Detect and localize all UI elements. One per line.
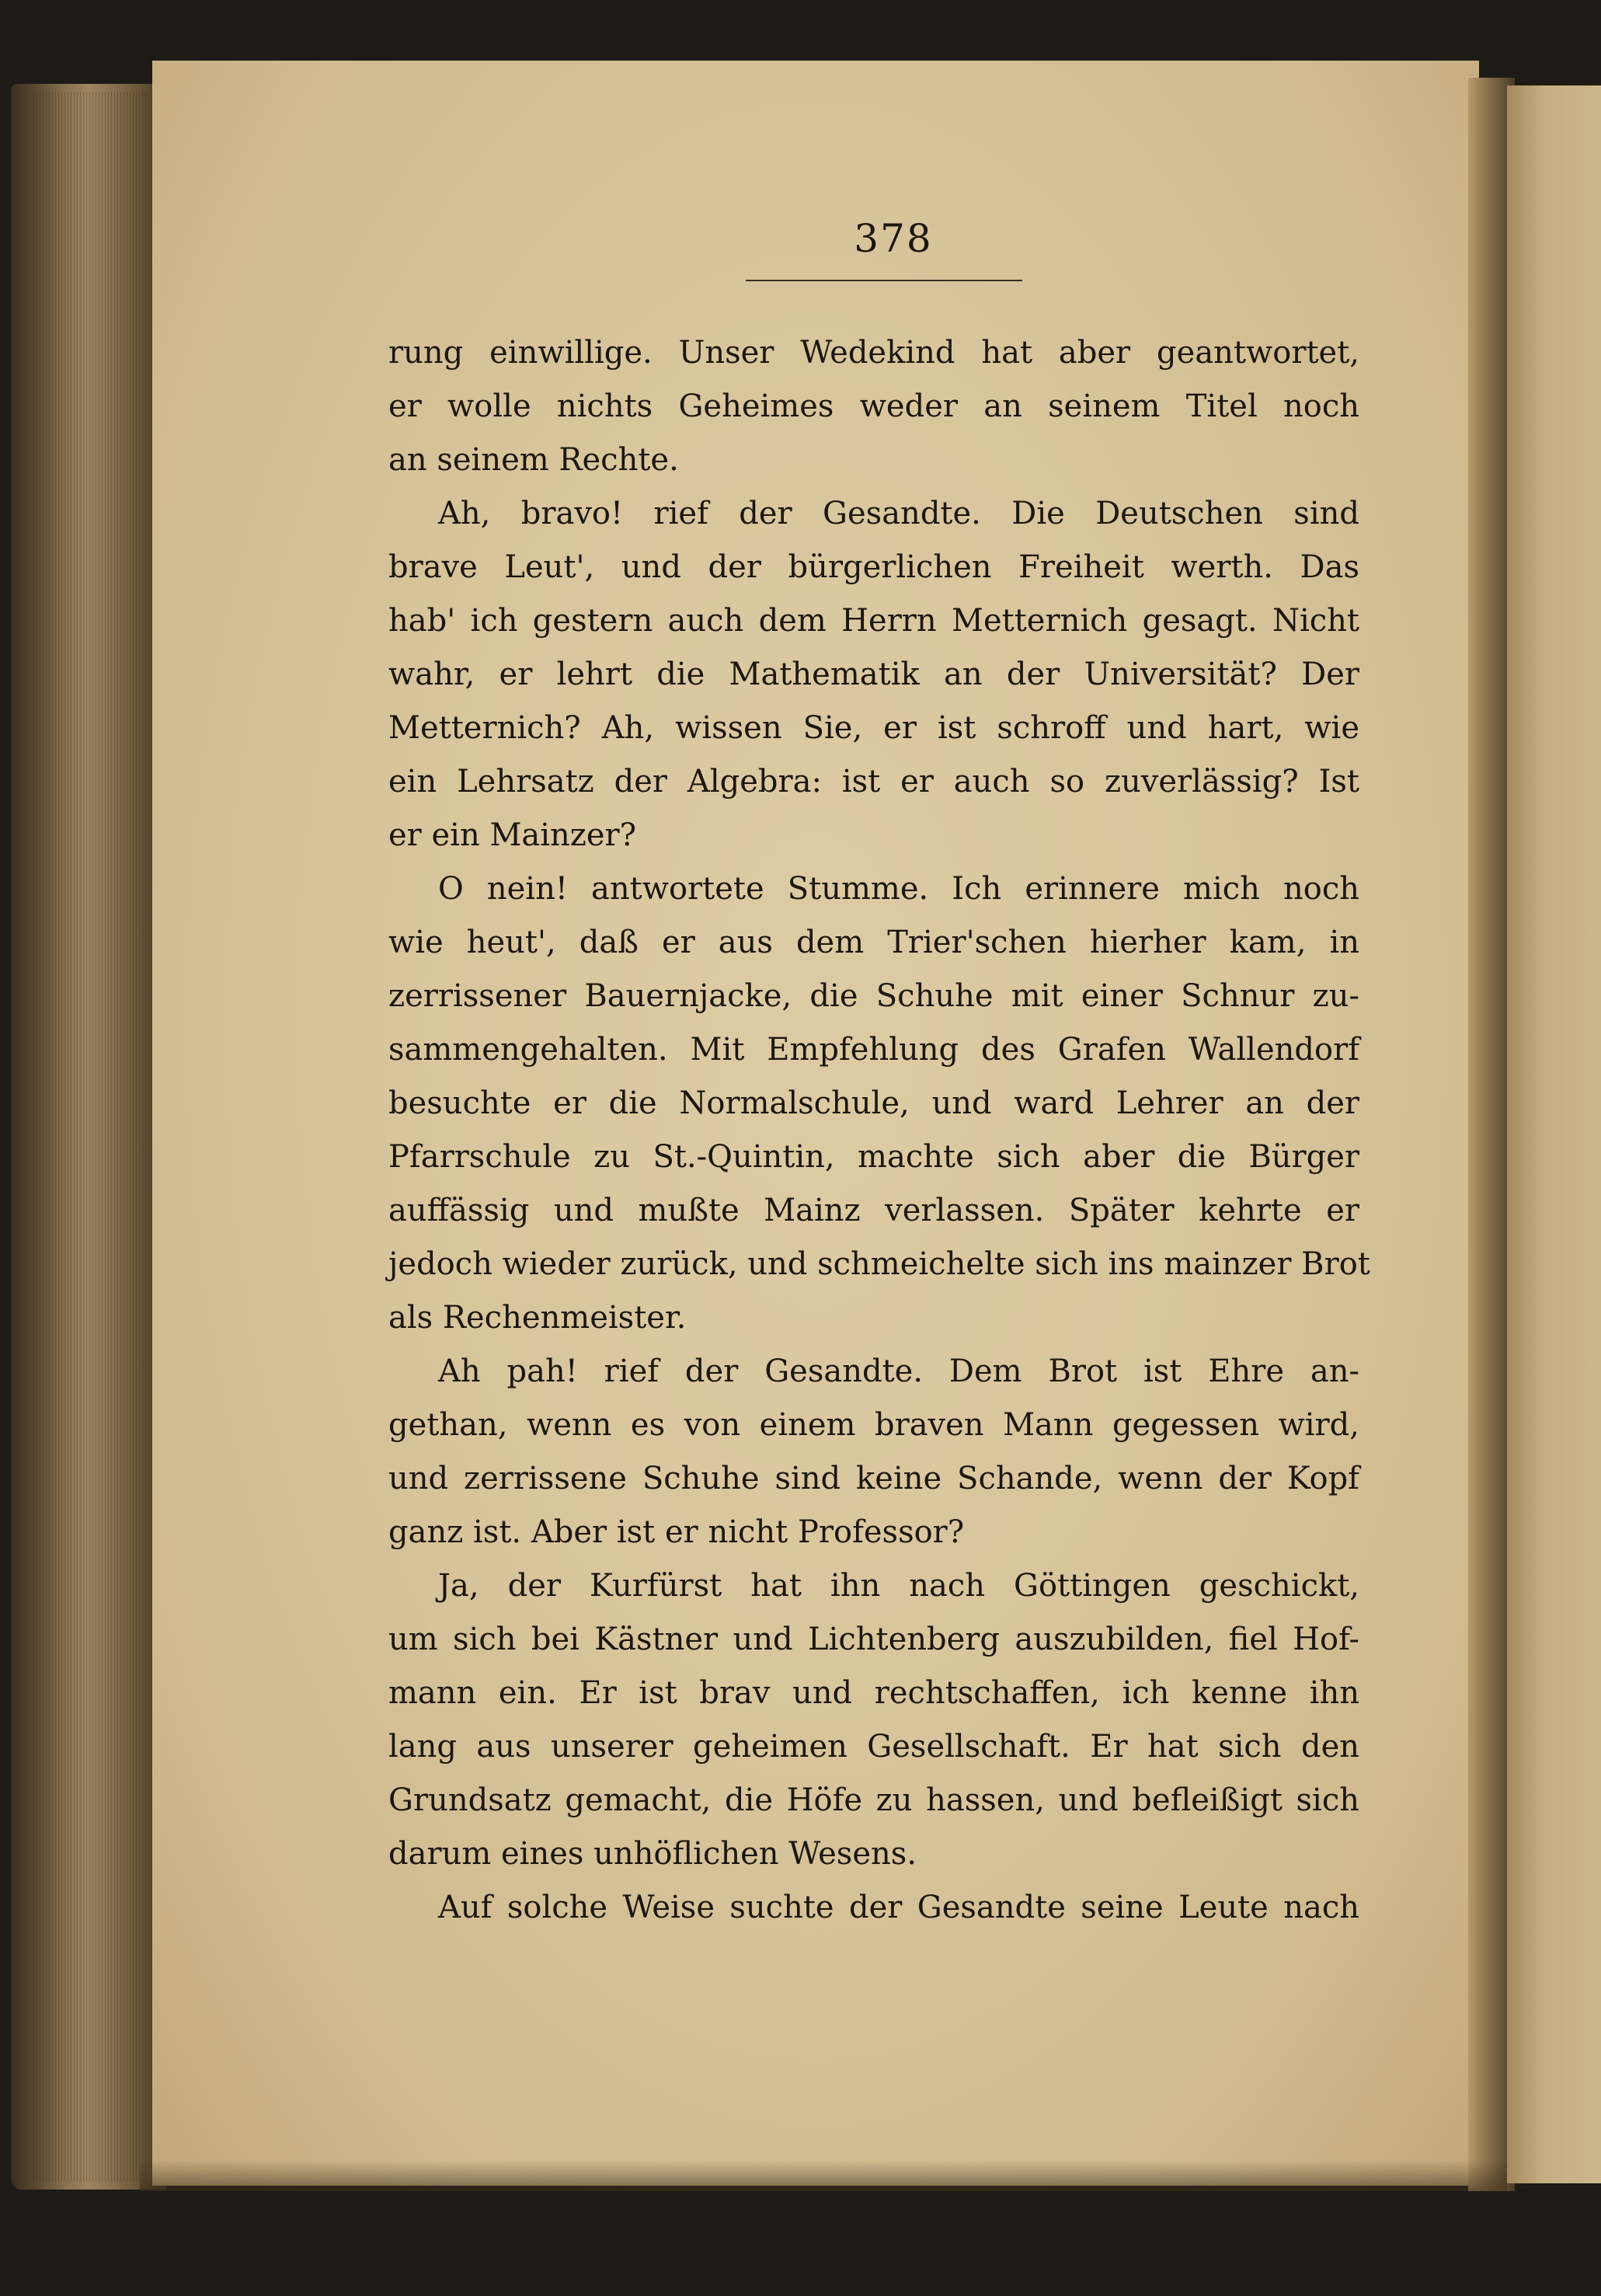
text-line: besuchte er die Normalschule, und ward Lehrer an der: [388, 1085, 1359, 1121]
text-line: darum eines unhöflichen Wesens.: [388, 1836, 917, 1872]
text-line: Ah pah! rief der Gesandte. Dem Brot ist Ehre an-: [438, 1354, 1359, 1389]
text-line: als Rechenmeister.: [388, 1300, 687, 1336]
text-line: er wolle nichts Geheimes weder an seinem Titel noch: [388, 388, 1359, 424]
text-line: Auf solche Weise suchte der Gesandte seine Leute nach: [438, 1890, 1359, 1925]
facing-page-edge: [1507, 85, 1601, 2183]
text-line: jedoch wieder zurück, und schmeichelte sich ins mainzer Brot: [388, 1246, 1370, 1282]
body-text: [388, 326, 1370, 1935]
header-rule: [746, 280, 1022, 281]
text-line: wie heut', daß er aus dem Trier'schen hierher kam, in: [388, 925, 1359, 960]
text-line: und zerrissene Schuhe sind keine Schande, wenn der Kopf: [388, 1461, 1359, 1496]
text-line: lang aus unserer geheimen Gesellschaft. Er hat sich den: [388, 1729, 1359, 1765]
text-line: Ja, der Kurfürst hat ihn nach Göttingen geschickt,: [438, 1568, 1359, 1604]
text-line: brave Leut', und der bürgerlichen Freiheit werth. Das: [388, 549, 1359, 585]
text-line: zerrissener Bauernjacke, die Schuhe mit einer Schnur zu-: [388, 978, 1359, 1014]
text-line: mann ein. Er ist brav und rechtschaffen, ich kenne ihn: [388, 1675, 1359, 1711]
text-line: auffässig und mußte Mainz verlassen. Später kehrte er: [388, 1193, 1359, 1228]
page-number: 378: [854, 216, 933, 261]
page-bottom-shadow: [140, 2160, 1507, 2191]
text-line: um sich bei Kästner und Lichtenberg auszubilden, fiel Hof-: [388, 1622, 1359, 1657]
text-line: Grundsatz gemacht, die Höfe zu hassen, und befleißigt sich: [388, 1782, 1359, 1818]
text-line: er ein Mainzer?: [388, 817, 637, 853]
text-line: Ah, bravo! rief der Gesandte. Die Deutschen sind: [438, 496, 1359, 531]
text-line: Metternich? Ah, wissen Sie, er ist schroff und hart, wie: [388, 710, 1359, 746]
text-line: sammengehalten. Mit Empfehlung des Grafen Wallendorf: [388, 1032, 1359, 1068]
text-line: hab' ich gestern auch dem Herrn Metternich gesagt. Nicht: [388, 603, 1359, 639]
text-line: rung einwillige. Unser Wedekind hat aber geantwortet,: [388, 335, 1359, 371]
page-stack-lines: [31, 92, 148, 2182]
text-line: O nein! antwortete Stumme. Ich erinnere mich noch: [438, 871, 1359, 907]
text-line: gethan, wenn es von einem braven Mann gegessen wird,: [388, 1407, 1359, 1443]
text-line: ganz ist. Aber ist er nicht Professor?: [388, 1514, 965, 1550]
text-line: wahr, er lehrt die Mathematik an der Universität? Der: [388, 657, 1359, 692]
text-line: ein Lehrsatz der Algebra: ist er auch so zuverlässig? Ist: [388, 764, 1359, 800]
text-line: Pfarrschule zu St.-Quintin, machte sich aber die Bürger: [388, 1139, 1359, 1175]
text-line: an seinem Rechte.: [388, 442, 679, 478]
